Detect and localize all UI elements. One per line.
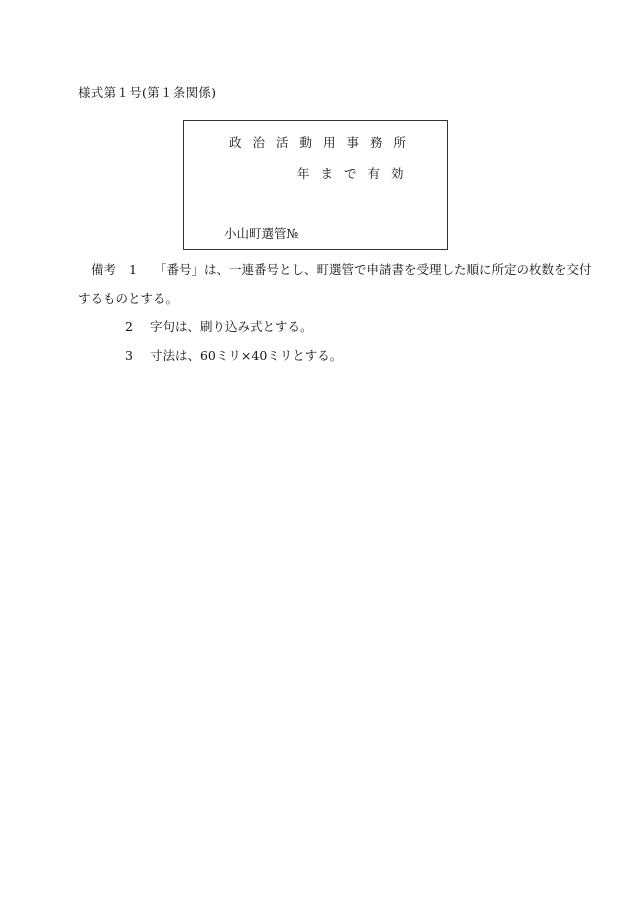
note-number: 2 <box>125 319 133 334</box>
stamp-validity: 年まで有効 <box>297 166 415 181</box>
form-title: 様式第１号(第１条関係) <box>78 85 217 100</box>
note-item-1-continuation: するものとする。 <box>78 291 179 306</box>
note-text: 「番号」は、一連番号とし、町選管で申請書を受理した順に所定の枚数を交付 <box>153 262 592 277</box>
notes-label: 備考 <box>91 262 117 277</box>
stamp-box <box>183 120 448 250</box>
stamp-registry-number: 小山町選管№ <box>224 226 299 241</box>
note-item-1 <box>91 260 591 278</box>
note-text: 字句は、刷り込み式とする。 <box>149 319 313 334</box>
note-text: 寸法は、60ミリ×40ミリとする。 <box>149 348 343 363</box>
note-item-2 <box>125 317 313 335</box>
note-number: 3 <box>125 348 133 363</box>
note-number: 1 <box>128 262 137 277</box>
note-item-3 <box>125 346 342 364</box>
stamp-office-name: 政治活動用事務所 <box>229 135 418 150</box>
